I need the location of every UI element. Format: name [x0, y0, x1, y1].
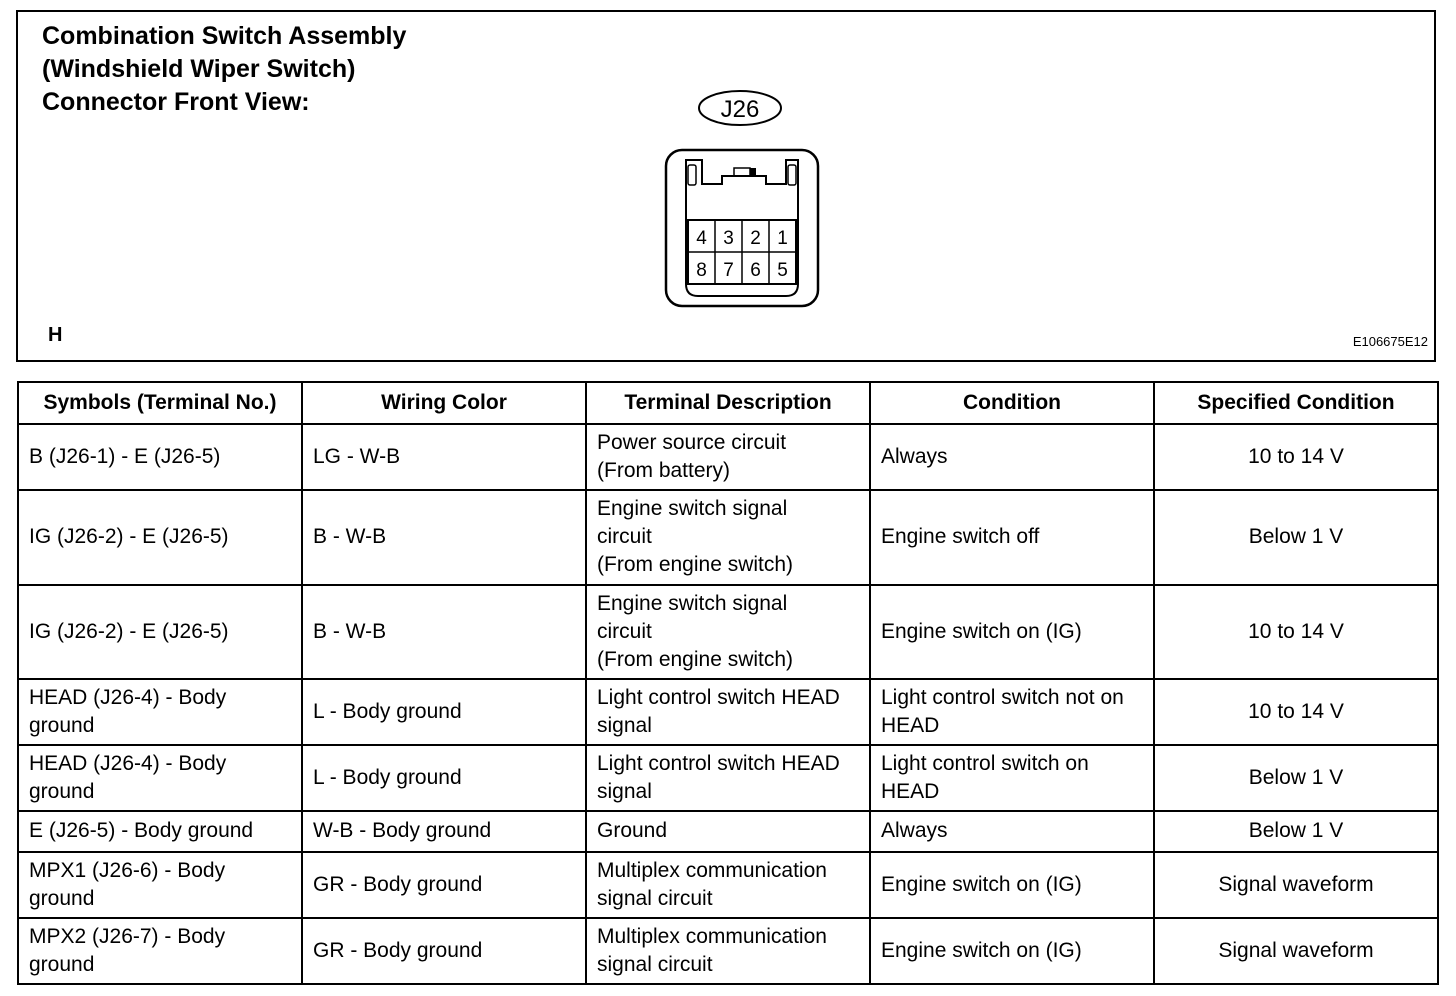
connector-label: J26 [720, 96, 760, 123]
cell-terminal-description: Multiplex communication signal circuit [586, 852, 870, 918]
cell-specified-condition: 10 to 14 V [1154, 424, 1438, 490]
cell-specified-condition: Signal waveform [1154, 918, 1438, 984]
figure-code: E106675E12 [1352, 334, 1428, 349]
cell-terminal-description: Multiplex communication signal circuit [586, 918, 870, 984]
pin-8: 8 [696, 260, 707, 281]
cell-condition: Always [870, 811, 1154, 851]
cell-terminal-description: Light control switch HEAD signal [586, 679, 870, 745]
header-condition: Condition [870, 382, 1154, 424]
cell-specified-condition: 10 to 14 V [1154, 585, 1438, 679]
table-header-row [18, 382, 1438, 424]
header-terminal-description: Terminal Description [586, 382, 870, 424]
cell-specified-condition: Below 1 V [1154, 811, 1438, 851]
cell-terminal-description: Light control switch HEAD signal [586, 745, 870, 811]
connector-diagram [16, 10, 1436, 362]
cell-specified-condition: Below 1 V [1154, 490, 1438, 584]
pin-2: 2 [750, 228, 761, 249]
cell-condition: Engine switch on (IG) [870, 918, 1154, 984]
header-symbols: Symbols (Terminal No.) [18, 382, 302, 424]
cell-terminal-description: Power source circuit (From battery) [586, 424, 870, 490]
cell-wiring-color: L - Body ground [302, 679, 586, 745]
connector-latch-mark [750, 168, 756, 176]
table-row [18, 745, 1438, 811]
figure-letter: H [48, 324, 63, 346]
table-row [18, 852, 1438, 918]
pin-1: 1 [777, 228, 788, 249]
cell-condition: Engine switch on (IG) [870, 852, 1154, 918]
cell-symbols: MPX2 (J26-7) - Body ground [18, 918, 302, 984]
cell-symbols: HEAD (J26-4) - Body ground [18, 679, 302, 745]
cell-wiring-color: L - Body ground [302, 745, 586, 811]
table-row [18, 585, 1438, 679]
cell-symbols: B (J26-1) - E (J26-5) [18, 424, 302, 490]
guide-slot-left [688, 165, 696, 185]
cell-specified-condition: 10 to 14 V [1154, 679, 1438, 745]
pin-4: 4 [696, 228, 707, 249]
pin-6: 6 [750, 260, 761, 281]
cell-terminal-description: Engine switch signal circuit (From engine switch) [586, 585, 870, 679]
diagram-title [42, 20, 406, 119]
cell-wiring-color: W-B - Body ground [302, 811, 586, 851]
cell-wiring-color: B - W-B [302, 490, 586, 584]
cell-condition: Light control switch not on HEAD [870, 679, 1154, 745]
cell-condition: Light control switch on HEAD [870, 745, 1154, 811]
cell-wiring-color: GR - Body ground [302, 918, 586, 984]
cell-symbols: IG (J26-2) - E (J26-5) [18, 490, 302, 584]
table-row [18, 811, 1438, 851]
header-specified-condition: Specified Condition [1154, 382, 1438, 424]
pin-3: 3 [723, 228, 734, 249]
title-line-3: Connector Front View: [42, 88, 310, 116]
title-line-2: (Windshield Wiper Switch) [42, 55, 356, 83]
pin-7: 7 [723, 260, 734, 281]
cell-condition: Engine switch off [870, 490, 1154, 584]
cell-condition: Always [870, 424, 1154, 490]
cell-wiring-color: LG - W-B [302, 424, 586, 490]
cell-symbols: MPX1 (J26-6) - Body ground [18, 852, 302, 918]
cell-specified-condition: Below 1 V [1154, 745, 1438, 811]
pin-5: 5 [777, 260, 788, 281]
table-row [18, 424, 1438, 490]
guide-slot-right [788, 165, 796, 185]
cell-wiring-color: B - W-B [302, 585, 586, 679]
cell-wiring-color: GR - Body ground [302, 852, 586, 918]
terminal-table [17, 381, 1439, 985]
table-row [18, 679, 1438, 745]
table-row [18, 490, 1438, 584]
header-wiring-color: Wiring Color [302, 382, 586, 424]
cell-condition: Engine switch on (IG) [870, 585, 1154, 679]
cell-terminal-description: Engine switch signal circuit (From engine switch) [586, 490, 870, 584]
cell-terminal-description: Ground [586, 811, 870, 851]
connector-front-view [638, 88, 838, 308]
connector-latch [734, 168, 750, 176]
cell-symbols: E (J26-5) - Body ground [18, 811, 302, 851]
cell-symbols: IG (J26-2) - E (J26-5) [18, 585, 302, 679]
cell-symbols: HEAD (J26-4) - Body ground [18, 745, 302, 811]
cell-specified-condition: Signal waveform [1154, 852, 1438, 918]
table-row [18, 918, 1438, 984]
title-line-1: Combination Switch Assembly [42, 22, 407, 50]
